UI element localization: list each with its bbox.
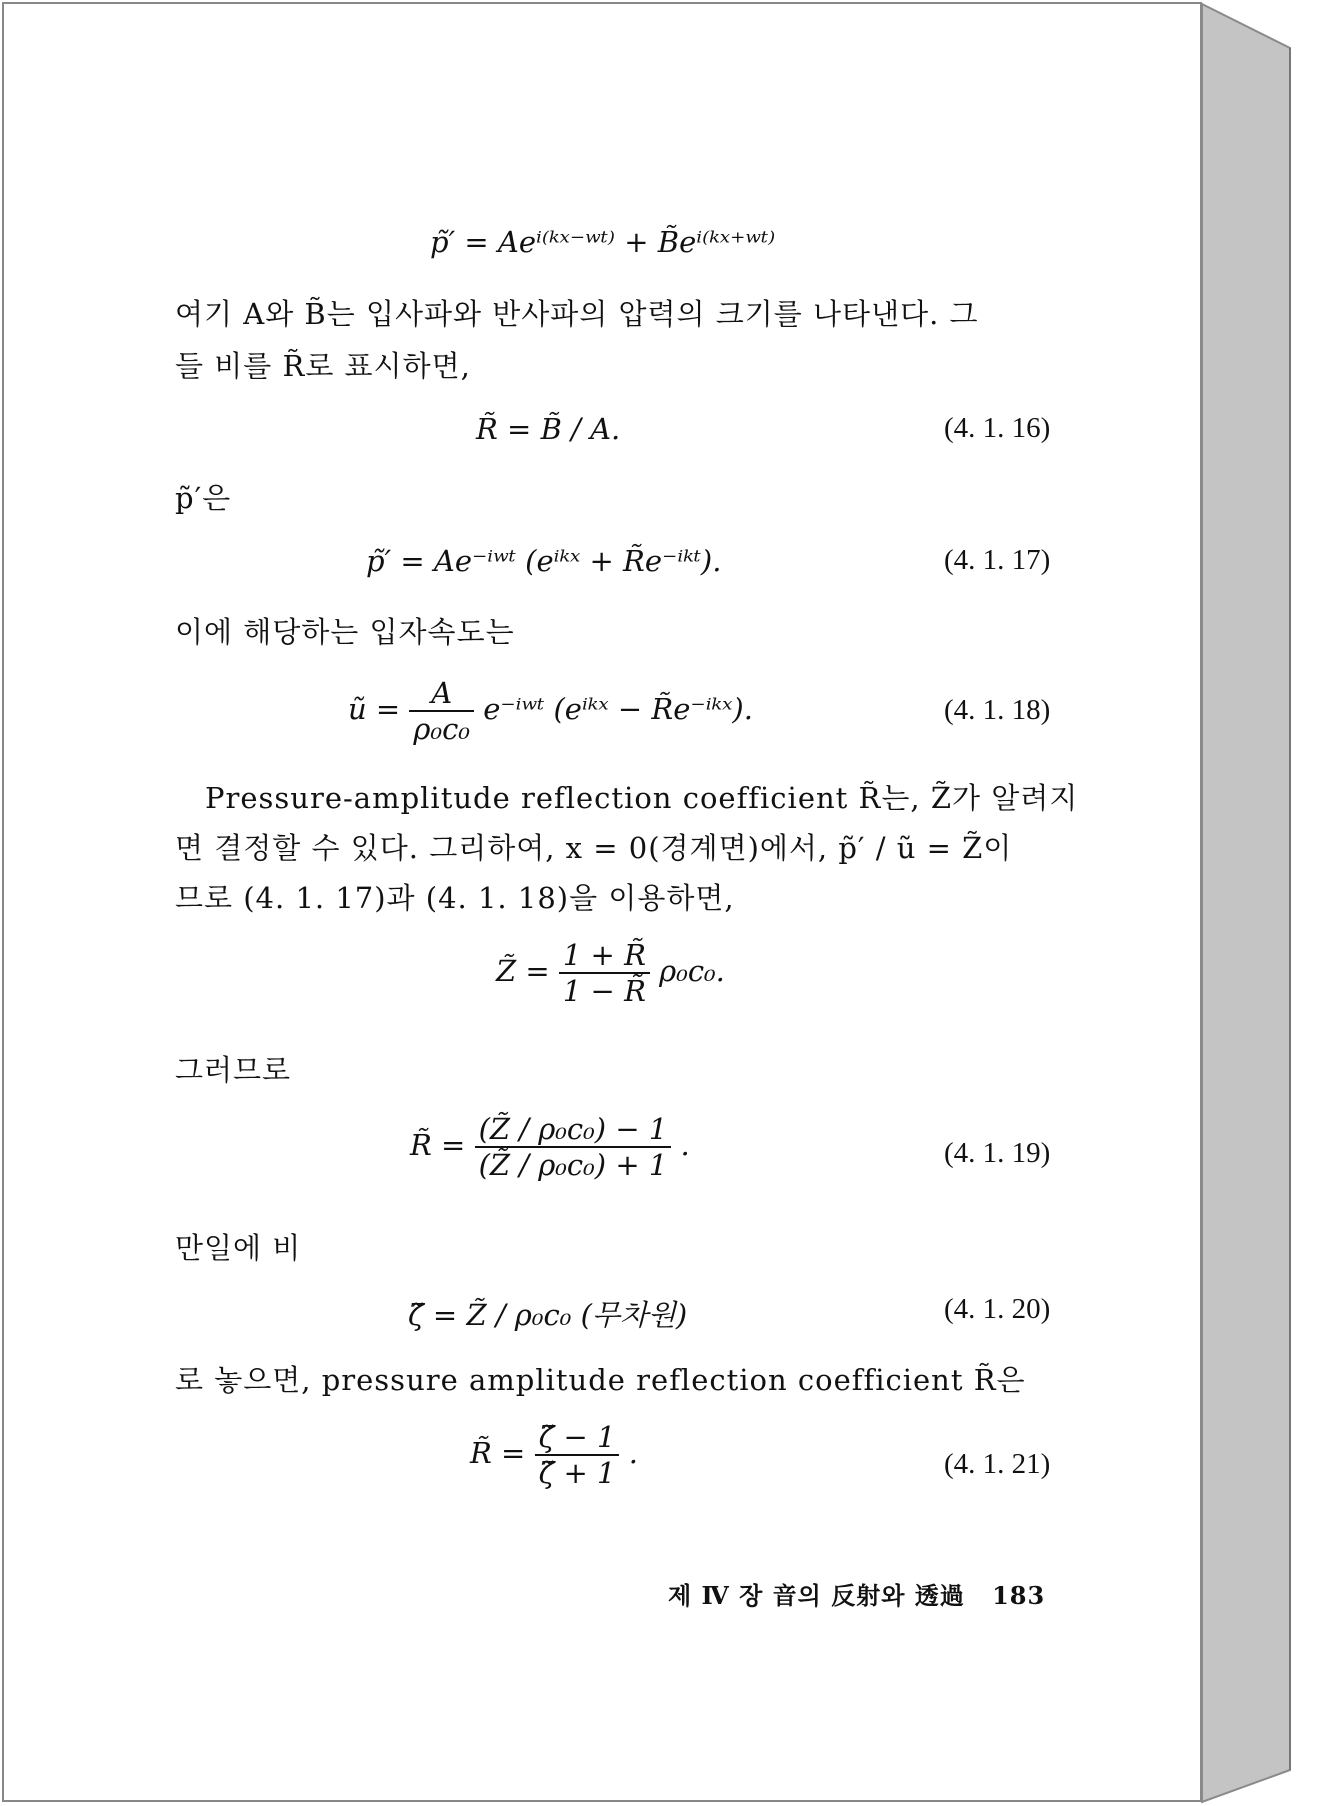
paragraph-line: 들 비를 R̃로 표시하면,: [175, 349, 471, 383]
fraction-numerator: ζ̃ − 1: [535, 1420, 620, 1456]
paragraph-line: 이에 해당하는 입자속도는: [175, 615, 515, 649]
equation-number: (4. 1. 17): [944, 544, 1051, 576]
fraction-numerator: A: [409, 676, 474, 712]
equation-4-1-19: [410, 1112, 690, 1182]
equation-impedance: [496, 938, 725, 1008]
equation-number: (4. 1. 16): [944, 412, 1051, 444]
fraction-denominator: 1 − R̃: [562, 974, 646, 1008]
eq-rhs: .: [628, 1436, 638, 1470]
eq-lhs: R̃ =: [470, 1436, 526, 1470]
equation-number: (4. 1. 18): [944, 694, 1051, 726]
running-footer: [668, 1576, 1045, 1611]
paragraph-line: 여기 A와 B̃는 입사파와 반사파의 압력의 크기를 나타낸다. 그: [175, 297, 979, 331]
paragraph-line: 그러므로: [175, 1053, 292, 1087]
equation-number: (4. 1. 19): [944, 1137, 1051, 1169]
paragraph-line: 만일에 비: [175, 1231, 302, 1265]
page-number: 183: [992, 1581, 1046, 1610]
fraction-denominator: ρ₀c₀: [413, 712, 470, 746]
equation-4-1-16: R̃ = B̃ / A.: [476, 412, 621, 446]
eq-lhs: Z̃ =: [496, 954, 550, 988]
paragraph-line: Pressure-amplitude reflection coefficient R̃는, Z̃가 알려지: [205, 781, 1079, 815]
paragraph-line: 므로 (4. 1. 17)과 (4. 1. 18)을 이용하면,: [175, 881, 735, 915]
equation-pressure-wave: p̃′ = Aeⁱ⁽ᵏˣ⁻ʷᵗ⁾ + B̃eⁱ⁽ᵏˣ⁺ʷᵗ⁾: [430, 225, 776, 259]
equation-number: (4. 1. 20): [944, 1293, 1051, 1325]
fraction-numerator: (Z̃ / ρ₀c₀) − 1: [475, 1112, 672, 1148]
paragraph-line: p̃′은: [175, 481, 232, 515]
equation-4-1-17: p̃′ = Ae⁻ⁱʷᵗ (eⁱᵏˣ + R̃e⁻ⁱᵏᵗ).: [366, 544, 722, 578]
equation-4-1-20: ζ̃ = Z̃ / ρ₀c₀ (무차원): [408, 1298, 688, 1332]
paragraph-line: 면 결정할 수 있다. 그리하여, x = 0(경계면)에서, p̃′ / ũ = Z̃이: [175, 831, 1013, 865]
fraction: [475, 1112, 672, 1182]
chapter-title: 제 Ⅳ 장 音의 反射와 透過: [668, 1581, 965, 1610]
paragraph-line: 로 놓으면, pressure amplitude reflection coefficient R̃은: [175, 1363, 1026, 1397]
equation-4-1-18: [348, 676, 753, 746]
equation-number: (4. 1. 21): [944, 1448, 1051, 1480]
eq-rhs: e⁻ⁱʷᵗ (eⁱᵏˣ − R̃e⁻ⁱᵏˣ).: [483, 692, 753, 726]
equation-4-1-21: [470, 1420, 638, 1490]
eq-rhs: ρ₀c₀.: [659, 954, 725, 988]
eq-rhs: .: [680, 1128, 690, 1162]
fraction-denominator: (Z̃ / ρ₀c₀) + 1: [478, 1148, 668, 1182]
eq-lhs: R̃ =: [410, 1128, 466, 1162]
fraction: [559, 938, 650, 1008]
fraction-numerator: 1 + R̃: [559, 938, 650, 974]
fraction: [409, 676, 474, 746]
fraction: [535, 1420, 620, 1490]
fraction-denominator: ζ̃ + 1: [538, 1456, 616, 1490]
eq-lhs: ũ =: [348, 692, 401, 726]
